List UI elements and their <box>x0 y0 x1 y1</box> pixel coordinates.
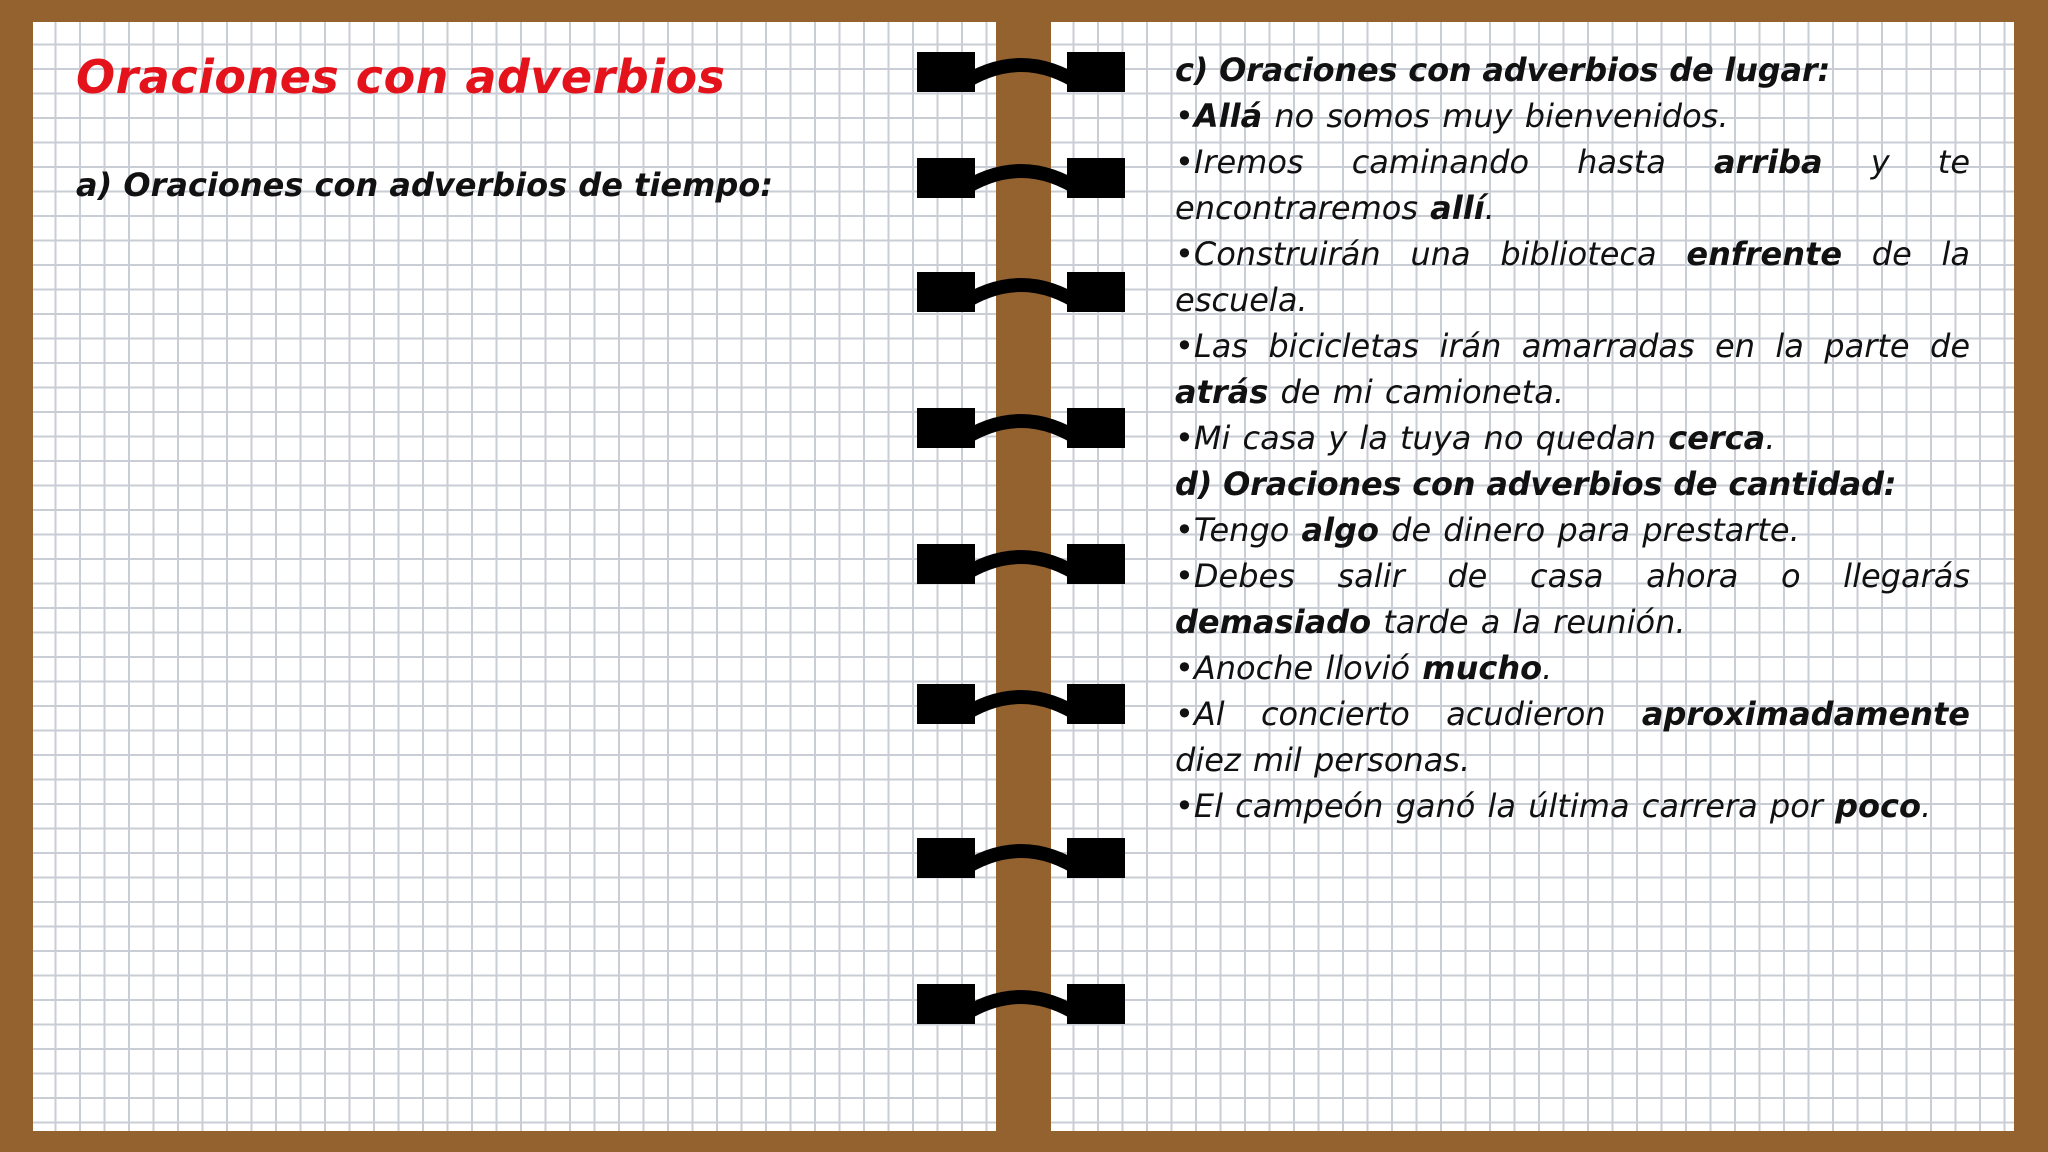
list-item: •Tengo algo de dinero para prestarte. <box>1175 511 1800 549</box>
section-c-heading: c) Oraciones con adverbios de lugar: <box>1175 51 1831 89</box>
list-item: •Mi casa y la tuya no quedan cerca. <box>1175 419 1776 457</box>
spiral-binding-ring-icon <box>915 400 1127 462</box>
page-title: Oraciones con adverbios <box>76 50 726 104</box>
list-item: •Iremos caminando hasta arriba y te encontraremos allí. <box>1175 143 1971 227</box>
list-item: •Allá no somos muy bienvenidos. <box>1175 97 1729 135</box>
spiral-binding-ring-icon <box>915 264 1127 326</box>
list-item: •Las bicicletas irán amarradas en la parte de atrás de mi camioneta. <box>1175 327 1970 411</box>
list-item: •El campeón ganó la última carrera por poco. <box>1175 787 1932 825</box>
spiral-binding-ring-icon <box>915 150 1127 212</box>
spiral-binding-ring-icon <box>915 676 1127 738</box>
right-page-text <box>1175 47 1970 829</box>
section-a-heading: a) Oraciones con adverbios de tiempo: <box>76 166 774 204</box>
spiral-binding-ring-icon <box>915 830 1127 892</box>
spiral-binding-ring-icon <box>915 536 1127 598</box>
list-item: •Anoche llovió mucho. <box>1175 649 1553 687</box>
section-d-heading: d) Oraciones con adverbios de cantidad: <box>1175 465 1897 503</box>
spiral-binding-ring-icon <box>915 44 1127 106</box>
list-item: •Construirán una biblioteca enfrente de la escuela. <box>1175 235 1970 319</box>
list-item: •Debes salir de casa ahora o llegarás demasiado tarde a la reunión. <box>1175 557 1970 641</box>
spiral-binding-ring-icon <box>915 976 1127 1038</box>
list-item: •Al concierto acudieron aproximadamente diez mil personas. <box>1175 695 1970 779</box>
